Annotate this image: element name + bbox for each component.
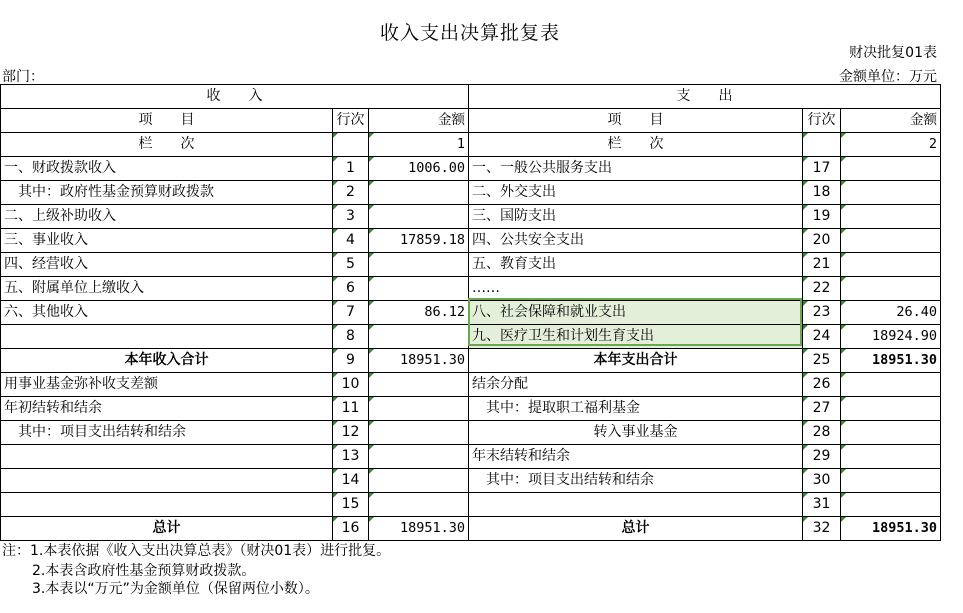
- income-item-cell[interactable]: 一、财政拨款收入: [1, 157, 333, 181]
- income-rowno-cell[interactable]: 14: [333, 469, 369, 493]
- expense-rowno-cell[interactable]: 21: [803, 253, 841, 277]
- income-amount-cell[interactable]: 17859.18: [369, 229, 469, 253]
- expense-amount-cell[interactable]: [841, 229, 941, 253]
- expense-rowno-cell[interactable]: 27: [803, 397, 841, 421]
- expense-amount-header[interactable]: 金额: [841, 109, 941, 133]
- income-item-cell[interactable]: 五、附属单位上缴收入: [1, 277, 333, 301]
- income-rowno-cell[interactable]: 10: [333, 373, 369, 397]
- table-row: [1, 469, 941, 493]
- income-amount-cell[interactable]: [369, 325, 469, 349]
- income-rowno-cell[interactable]: 15: [333, 493, 369, 517]
- expense-item-cell[interactable]: 五、教育支出: [469, 253, 803, 277]
- expense-item-cell[interactable]: 转入事业基金: [469, 421, 803, 445]
- form-code: 财决批复01表: [849, 45, 937, 61]
- table-row: [1, 493, 941, 517]
- income-rowno-cell[interactable]: 7: [333, 301, 369, 325]
- income-amount-cell[interactable]: [369, 421, 469, 445]
- expense-item-cell[interactable]: 年末结转和结余: [469, 445, 803, 469]
- table-row: [1, 421, 941, 445]
- income-rowno-cell[interactable]: 4: [333, 229, 369, 253]
- expense-amount-cell[interactable]: [841, 373, 941, 397]
- column-header-row: [1, 109, 941, 133]
- income-amount-cell[interactable]: 18951.30: [369, 349, 469, 373]
- income-col-no[interactable]: 1: [369, 133, 469, 157]
- income-amount-cell[interactable]: 1006.00: [369, 157, 469, 181]
- income-rowno-cell[interactable]: 6: [333, 277, 369, 301]
- expense-section-header[interactable]: 支 出: [469, 85, 941, 109]
- expense-rowno-cell[interactable]: 26: [803, 373, 841, 397]
- income-item-cell[interactable]: 总计: [1, 517, 333, 541]
- column-number-row: [1, 133, 941, 157]
- income-rowno-cell[interactable]: 16: [333, 517, 369, 541]
- expense-amount-cell[interactable]: [841, 493, 941, 517]
- income-rowno-cell[interactable]: 9: [333, 349, 369, 373]
- income-amount-cell[interactable]: [369, 253, 469, 277]
- expense-item-header[interactable]: 项 目: [469, 109, 803, 133]
- expense-item-cell[interactable]: 二、外交支出: [469, 181, 803, 205]
- expense-item-cell[interactable]: 一、一般公共服务支出: [469, 157, 803, 181]
- section-header-row: [1, 85, 941, 109]
- income-item-cell[interactable]: 本年收入合计: [1, 349, 333, 373]
- expense-item-cell[interactable]: 本年支出合计: [469, 349, 803, 373]
- income-rowno-cell[interactable]: 11: [333, 397, 369, 421]
- income-item-cell[interactable]: [1, 445, 333, 469]
- expense-amount-cell[interactable]: [841, 469, 941, 493]
- income-rowno-blank[interactable]: [333, 133, 369, 157]
- expense-item-cell[interactable]: 四、公共安全支出: [469, 229, 803, 253]
- income-amount-cell[interactable]: [369, 373, 469, 397]
- expense-rowno-blank[interactable]: [803, 133, 841, 157]
- table-row: [1, 517, 941, 541]
- expense-rowno-cell[interactable]: 22: [803, 277, 841, 301]
- income-column-label[interactable]: 栏 次: [1, 133, 333, 157]
- expense-rowno-cell[interactable]: 30: [803, 469, 841, 493]
- income-item-cell[interactable]: [1, 469, 333, 493]
- expense-item-cell[interactable]: 总计: [469, 517, 803, 541]
- expense-amount-cell[interactable]: [841, 157, 941, 181]
- department-label: 部门：: [2, 69, 44, 85]
- income-rowno-cell[interactable]: 3: [333, 205, 369, 229]
- income-amount-cell[interactable]: [369, 277, 469, 301]
- table-row: [1, 445, 941, 469]
- expense-item-cell[interactable]: ……: [469, 277, 803, 301]
- income-item-cell[interactable]: 其中：项目支出结转和结余: [1, 421, 333, 445]
- income-item-cell[interactable]: 年初结转和结余: [1, 397, 333, 421]
- expense-rowno-cell[interactable]: 17: [803, 157, 841, 181]
- expense-col-no[interactable]: 2: [841, 133, 941, 157]
- income-amount-cell[interactable]: [369, 469, 469, 493]
- expense-item-cell[interactable]: 其中：提取职工福利基金: [469, 397, 803, 421]
- income-rowno-cell[interactable]: 5: [333, 253, 369, 277]
- expense-rowno-cell[interactable]: 18: [803, 181, 841, 205]
- table-row: [1, 349, 941, 373]
- expense-amount-cell[interactable]: [841, 445, 941, 469]
- expense-amount-cell[interactable]: [841, 397, 941, 421]
- expense-amount-cell[interactable]: 18951.30: [841, 349, 941, 373]
- income-amount-header[interactable]: 金额: [369, 109, 469, 133]
- expense-rowno-cell[interactable]: 28: [803, 421, 841, 445]
- note-1: 注：1.本表依据《收入支出决算总表》（财决01表）进行批复。: [2, 543, 391, 559]
- income-rowno-cell[interactable]: 12: [333, 421, 369, 445]
- income-item-cell[interactable]: [1, 493, 333, 517]
- table-row: [1, 205, 941, 229]
- income-amount-cell[interactable]: [369, 397, 469, 421]
- expense-rowno-cell[interactable]: 31: [803, 493, 841, 517]
- table-row: [1, 157, 941, 181]
- expense-amount-cell[interactable]: 26.40: [841, 301, 941, 325]
- income-item-cell[interactable]: 二、上级补助收入: [1, 205, 333, 229]
- table-row: [1, 277, 941, 301]
- income-amount-cell[interactable]: [369, 181, 469, 205]
- expense-rowno-cell[interactable]: 23: [803, 301, 841, 325]
- income-rowno-cell[interactable]: 2: [333, 181, 369, 205]
- expense-rowno-cell[interactable]: 32: [803, 517, 841, 541]
- income-amount-cell[interactable]: [369, 493, 469, 517]
- income-amount-cell[interactable]: [369, 205, 469, 229]
- income-amount-cell[interactable]: 86.12: [369, 301, 469, 325]
- expense-rowno-cell[interactable]: 24: [803, 325, 841, 349]
- income-amount-cell[interactable]: [369, 445, 469, 469]
- table-row: [1, 397, 941, 421]
- expense-rowno-cell[interactable]: 19: [803, 205, 841, 229]
- expense-rowno-header[interactable]: 行次: [803, 109, 841, 133]
- unit-label: 金额单位：万元: [839, 69, 937, 85]
- income-item-cell[interactable]: 四、经营收入: [1, 253, 333, 277]
- income-rowno-cell[interactable]: 1: [333, 157, 369, 181]
- expense-column-label[interactable]: 栏 次: [469, 133, 803, 157]
- expense-amount-cell[interactable]: 18924.90: [841, 325, 941, 349]
- expense-item-cell[interactable]: 九、医疗卫生和计划生育支出: [469, 325, 803, 349]
- note-2: 2.本表含政府性基金预算财政拨款。: [32, 563, 256, 579]
- table-row: [1, 253, 941, 277]
- table-row: [1, 181, 941, 205]
- income-item-cell[interactable]: 其中：政府性基金预算财政拨款: [1, 181, 333, 205]
- expense-item-cell[interactable]: 八、社会保障和就业支出: [469, 301, 803, 325]
- income-item-header[interactable]: 项 目: [1, 109, 333, 133]
- income-rowno-cell[interactable]: 8: [333, 325, 369, 349]
- approval-table: [0, 84, 941, 541]
- expense-amount-cell[interactable]: [841, 421, 941, 445]
- expense-rowno-cell[interactable]: 25: [803, 349, 841, 373]
- expense-amount-cell[interactable]: [841, 253, 941, 277]
- table-row: [1, 373, 941, 397]
- expense-rowno-cell[interactable]: 20: [803, 229, 841, 253]
- table-row: [1, 229, 941, 253]
- expense-amount-cell[interactable]: 18951.30: [841, 517, 941, 541]
- page-title: 收入支出决算批复表: [379, 22, 560, 44]
- expense-item-cell[interactable]: [469, 493, 803, 517]
- income-item-cell[interactable]: 三、事业收入: [1, 229, 333, 253]
- income-item-cell[interactable]: 用事业基金弥补收支差额: [1, 373, 333, 397]
- expense-item-cell[interactable]: 其中：项目支出结转和结余: [469, 469, 803, 493]
- expense-rowno-cell[interactable]: 29: [803, 445, 841, 469]
- note-3: 3.本表以“万元”为金额单位（保留两位小数）。: [32, 581, 319, 597]
- table-row: [1, 325, 941, 349]
- expense-item-cell[interactable]: 结余分配: [469, 373, 803, 397]
- income-amount-cell[interactable]: 18951.30: [369, 517, 469, 541]
- expense-amount-cell[interactable]: [841, 181, 941, 205]
- income-section-header[interactable]: 收 入: [1, 85, 469, 109]
- expense-amount-cell[interactable]: [841, 277, 941, 301]
- expense-amount-cell[interactable]: [841, 205, 941, 229]
- expense-item-cell[interactable]: 三、国防支出: [469, 205, 803, 229]
- income-rowno-header[interactable]: 行次: [333, 109, 369, 133]
- income-rowno-cell[interactable]: 13: [333, 445, 369, 469]
- income-item-cell[interactable]: 六、其他收入: [1, 301, 333, 325]
- income-item-cell[interactable]: [1, 325, 333, 349]
- table-row: [1, 301, 941, 325]
